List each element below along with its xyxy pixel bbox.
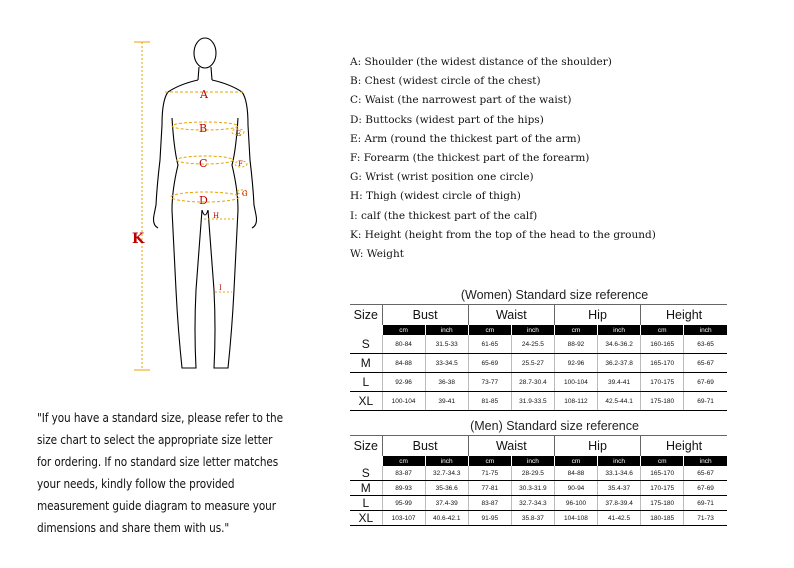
table-cell: 71-73	[684, 511, 727, 526]
legend-item: B: Chest (widest circle of the chest)	[350, 75, 541, 88]
unit-cell: inch	[598, 325, 641, 335]
table-cell: 175-180	[641, 392, 684, 411]
unit-cell: inch	[598, 456, 641, 466]
table-row	[350, 466, 727, 481]
header-cell: Size	[350, 305, 382, 326]
table-cell: 92-96	[554, 354, 597, 373]
table-cell: 80-84	[382, 335, 425, 354]
header-cell: Height	[641, 305, 727, 326]
header-cell: Size	[350, 436, 382, 457]
table-cell: 175-180	[641, 496, 684, 511]
table-cell: 65-67	[684, 354, 727, 373]
unit-cell: inch	[684, 456, 727, 466]
size-letter: S	[350, 335, 382, 354]
size-letter: XL	[350, 392, 382, 411]
table-cell: 39-41	[425, 392, 468, 411]
table-cell: 81-85	[468, 392, 511, 411]
body-measurement-figure	[120, 30, 280, 380]
table-cell: 69-71	[684, 392, 727, 411]
size-letter: S	[350, 466, 382, 481]
legend-item: K: Height (height from the top of the head to the ground)	[350, 228, 656, 241]
header-cell: Waist	[468, 305, 554, 326]
table-cell: 92-96	[382, 373, 425, 392]
table-cell: 40.6-42.1	[425, 511, 468, 526]
unit-cell: cm	[554, 456, 597, 466]
table-cell: 34.6-36.2	[598, 335, 641, 354]
legend-item: A: Shoulder (the widest distance of the shoulder)	[350, 56, 612, 68]
size-letter: XL	[350, 511, 382, 526]
table-cell: 160-165	[641, 335, 684, 354]
table-cell: 69-71	[684, 496, 727, 511]
table-row	[350, 373, 727, 392]
table-cell: 41-42.5	[598, 511, 641, 526]
header-cell: Height	[641, 436, 727, 457]
unit-cell: inch	[511, 456, 554, 466]
unit-cell: cm	[554, 325, 597, 335]
legend-item: D: Buttocks (widest part of the hips)	[350, 113, 544, 126]
table-cell: 36-38	[425, 373, 468, 392]
table-cell: 88-92	[554, 335, 597, 354]
table-cell: 65-67	[684, 466, 727, 481]
table-cell: 30.3-31.9	[511, 481, 554, 496]
table-cell: 35.4-37	[598, 481, 641, 496]
header-cell: Hip	[554, 436, 640, 457]
legend-item: C: Waist (the narrowest part of the waist)	[350, 94, 572, 107]
table-cell: 39.4-41	[598, 373, 641, 392]
unit-cell: cm	[382, 456, 425, 466]
label-k: K	[132, 231, 145, 247]
legend-item: I: calf (the thickest part of the calf)	[350, 209, 538, 222]
label-c: C	[199, 157, 208, 170]
legend-item: E: Arm (round the thickest part of the arm)	[350, 132, 581, 145]
label-g: G	[242, 190, 248, 198]
label-b: B	[199, 122, 208, 135]
unit-cell: cm	[468, 456, 511, 466]
table-row	[350, 335, 727, 354]
table-cell: 103-107	[382, 511, 425, 526]
table-cell: 96-100	[554, 496, 597, 511]
size-letter: M	[350, 481, 382, 496]
label-f: F	[238, 160, 243, 168]
unit-cell: cm	[468, 325, 511, 335]
legend-item: F: Forearm (the thickest part of the forearm)	[350, 152, 590, 165]
table-cell: 42.5-44.1	[598, 392, 641, 411]
table-cell: 83-87	[468, 496, 511, 511]
men-size-table	[350, 417, 727, 526]
table-cell: 33.1-34.6	[598, 466, 641, 481]
table-cell: 104-108	[554, 511, 597, 526]
table-cell: 170-175	[641, 481, 684, 496]
legend-item: G: Wrist (wrist position one circle)	[350, 171, 534, 184]
table-cell: 165-170	[641, 354, 684, 373]
table-cell: 33-34.5	[425, 354, 468, 373]
unit-cell: inch	[511, 325, 554, 335]
table-cell: 35-36.6	[425, 481, 468, 496]
table-cell: 67-69	[684, 373, 727, 392]
table-cell: 89-93	[382, 481, 425, 496]
table-cell: 108-112	[554, 392, 597, 411]
label-i: I	[219, 284, 222, 292]
women-size-table	[350, 286, 727, 411]
table-row	[350, 511, 727, 526]
table-cell: 100-104	[382, 392, 425, 411]
table-title: (Men) Standard size reference	[470, 419, 639, 433]
table-cell: 32.7-34.3	[425, 466, 468, 481]
header-cell: Bust	[382, 305, 468, 326]
table-cell: 32.7-34.3	[511, 496, 554, 511]
table-cell: 28.7-30.4	[511, 373, 554, 392]
table-cell: 37.4-39	[425, 496, 468, 511]
table-cell: 35.8-37	[511, 511, 554, 526]
table-cell: 90-94	[554, 481, 597, 496]
table-cell: 91-95	[468, 511, 511, 526]
table-row	[350, 496, 727, 511]
label-h: H	[213, 212, 220, 220]
units-spacer	[350, 325, 382, 335]
table-cell: 37.8-39.4	[598, 496, 641, 511]
unit-cell: inch	[425, 325, 468, 335]
label-d: D	[199, 194, 208, 207]
size-letter: L	[350, 373, 382, 392]
size-letter: L	[350, 496, 382, 511]
table-cell: 31.5-33	[425, 335, 468, 354]
table-cell: 31.9-33.5	[511, 392, 554, 411]
table-cell: 165-170	[641, 466, 684, 481]
table-cell: 25.5-27	[511, 354, 554, 373]
table-title: (Women) Standard size reference	[460, 288, 649, 302]
size-note: "If you have a standard size, please refer to the size chart to select the appropriate size letter for ordering. If no standard size letter matches your needs, kindly follow the provided measurement guide diagram to measure your dimensions and share them with us."	[37, 411, 283, 535]
table-cell: 61-65	[468, 335, 511, 354]
header-cell: Waist	[468, 436, 554, 457]
legend-item: H: Thigh (widest circle of thigh)	[350, 190, 521, 203]
table-cell: 65-69	[468, 354, 511, 373]
table-cell: 180-185	[641, 511, 684, 526]
unit-cell: inch	[425, 456, 468, 466]
table-cell: 28-29.5	[511, 466, 554, 481]
measurement-legend	[350, 53, 656, 264]
unit-cell: inch	[684, 325, 727, 335]
table-cell: 83-87	[382, 466, 425, 481]
table-cell: 77-81	[468, 481, 511, 496]
table-cell: 100-104	[554, 373, 597, 392]
size-letter: M	[350, 354, 382, 373]
legend-item: W: Weight	[350, 248, 404, 261]
table-row	[350, 481, 727, 496]
label-e: E	[236, 130, 242, 138]
table-cell: 170-175	[641, 373, 684, 392]
table-row	[350, 354, 727, 373]
table-row	[350, 392, 727, 411]
table-cell: 24-25.5	[511, 335, 554, 354]
table-cell: 84-88	[382, 354, 425, 373]
table-cell: 95-99	[382, 496, 425, 511]
unit-cell: cm	[641, 456, 684, 466]
unit-cell: cm	[641, 325, 684, 335]
table-cell: 73-77	[468, 373, 511, 392]
unit-cell: cm	[382, 325, 425, 335]
header-cell: Bust	[382, 436, 468, 457]
table-cell: 84-88	[554, 466, 597, 481]
table-cell: 63-65	[684, 335, 727, 354]
units-spacer	[350, 456, 382, 466]
table-cell: 67-69	[684, 481, 727, 496]
table-cell: 36.2-37.8	[598, 354, 641, 373]
header-cell: Hip	[554, 305, 640, 326]
label-a: A	[200, 88, 208, 101]
table-cell: 71-75	[468, 466, 511, 481]
